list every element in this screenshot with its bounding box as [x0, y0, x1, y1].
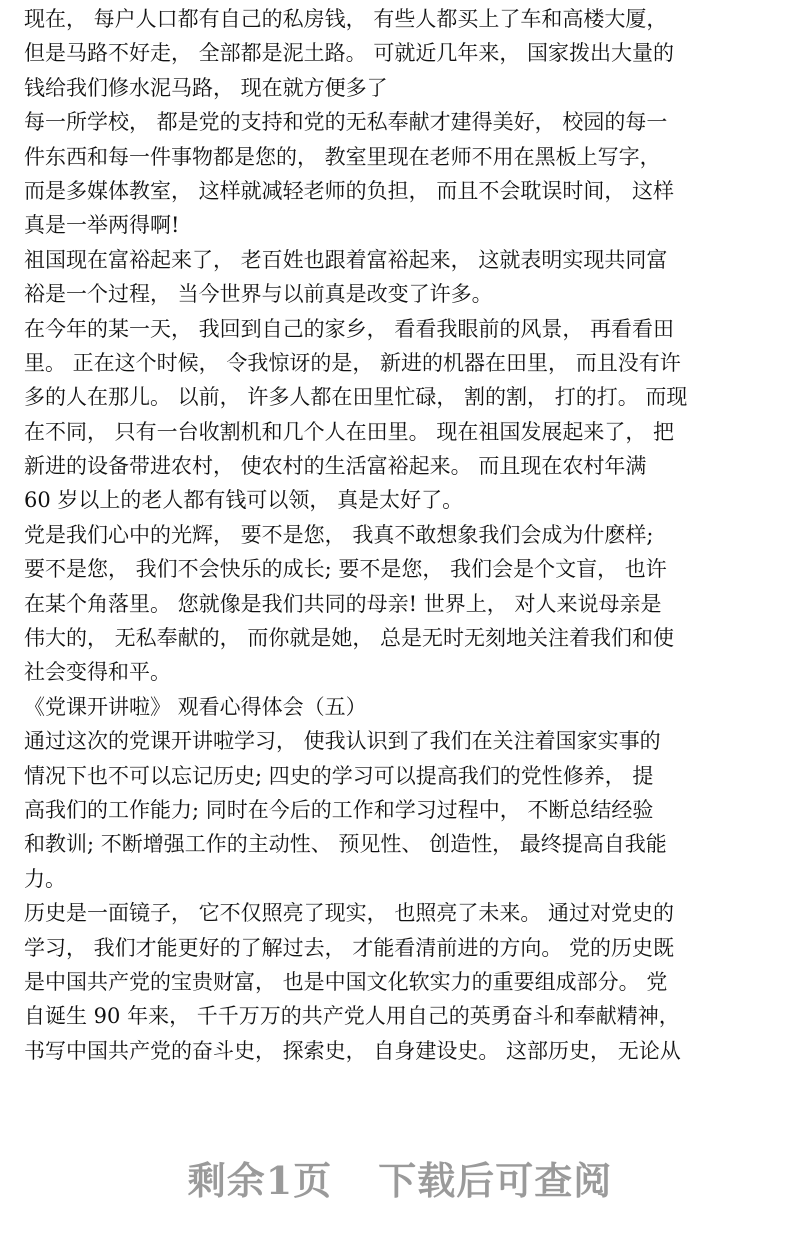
- text-line: 力。: [24, 866, 66, 891]
- text-line: 60 岁以上的老人都有钱可以领， 真是太好了。: [24, 488, 464, 513]
- text-line: 件东西和每一件事物都是您的， 教室里现在老师不用在黑板上写字，: [24, 144, 661, 169]
- text-line: 而是多媒体教室， 这样就减轻老师的负担， 而且不会耽误时间， 这样: [24, 178, 675, 203]
- section-heading: 《党课开讲啦》 观看心得体会（五）: [24, 694, 367, 719]
- text-line: 在不同， 只有一台收割机和几个人在田里。 现在祖国发展起来了， 把: [24, 419, 675, 444]
- text-line: 祖国现在富裕起来了， 老百姓也跟着富裕起来， 这就表明实现共同富: [24, 247, 668, 272]
- remaining-pages-label: 剩余1页: [187, 1158, 333, 1203]
- text-line: 里。 正在这个时候， 令我惊讶的是， 新进的机器在田里， 而且没有许: [24, 350, 681, 375]
- text-line: 书写中国共产党的奋斗史， 探索史， 自身建设史。 这部历史， 无论从: [24, 1038, 681, 1063]
- text-line: 社会变得和平。: [24, 660, 171, 685]
- download-hint-label: 下载后可查阅: [378, 1158, 613, 1203]
- document-body: [24, 0, 784, 1068]
- download-prompt-banner[interactable]: [0, 1150, 800, 1205]
- text-line: 高我们的工作能力; 同时在今后的工作和学习过程中， 不断总结经验: [24, 797, 654, 822]
- text-line: 自诞生 90 年来， 千千万万的共产党人用自己的英勇奋斗和奉献精神，: [24, 1004, 680, 1029]
- text-line: 和教训; 不断增强工作的主动性、 预见性、 创造性， 最终提高自我能: [24, 832, 667, 857]
- text-line: 要不是您， 我们不会快乐的成长; 要不是您， 我们会是个文盲， 也许: [24, 557, 667, 582]
- text-line: 在今年的某一天， 我回到自己的家乡， 看看我眼前的风景， 再看看田: [24, 316, 675, 341]
- text-line: 党是我们心中的光辉， 要不是您， 我真不敢想象我们会成为什麽样;: [24, 522, 654, 547]
- text-line: 裕是一个过程， 当今世界与以前真是改变了许多。: [24, 282, 493, 307]
- text-line: 多的人在那儿。 以前， 许多人都在田里忙碌， 割的割， 打的打。 而现: [24, 385, 688, 410]
- text-line: 每一所学校， 都是党的支持和党的无私奉献才建得美好， 校园的每一: [24, 110, 668, 135]
- text-line: 情况下也不可以忘记历史; 四史的学习可以提高我们的党性修养， 提: [24, 763, 654, 788]
- text-line: 伟大的， 无私奉献的， 而你就是她， 总是无时无刻地关注着我们和使: [24, 626, 675, 651]
- text-line: 是中国共产党的宝贵财富， 也是中国文化软实力的重要组成部分。 党: [24, 969, 668, 994]
- text-line: 学习， 我们才能更好的了解过去， 才能看清前进的方向。 党的历史既: [24, 935, 675, 960]
- text-line: 新进的设备带进农村， 使农村的生活富裕起来。 而且现在农村年满: [24, 454, 647, 479]
- text-line: 真是一举两得啊!: [24, 213, 180, 238]
- text-line: 在某个角落里。 您就像是我们共同的母亲! 世界上， 对人来说母亲是: [24, 591, 662, 616]
- text-line: 通过这次的党课开讲啦学习， 使我认识到了我们在关注着国家实事的: [24, 729, 661, 754]
- text-line: 现在， 每户人口都有自己的私房钱， 有些人都买上了车和高楼大厦，: [24, 7, 668, 31]
- text-line: 钱给我们修水泥马路， 现在就方便多了: [24, 75, 388, 100]
- text-line: 历史是一面镜子， 它不仅照亮了现实， 也照亮了未来。 通过对党史的: [24, 901, 675, 926]
- text-line: 但是马路不好走， 全部都是泥土路。 可就近几年来， 国家拨出大量的: [24, 41, 675, 66]
